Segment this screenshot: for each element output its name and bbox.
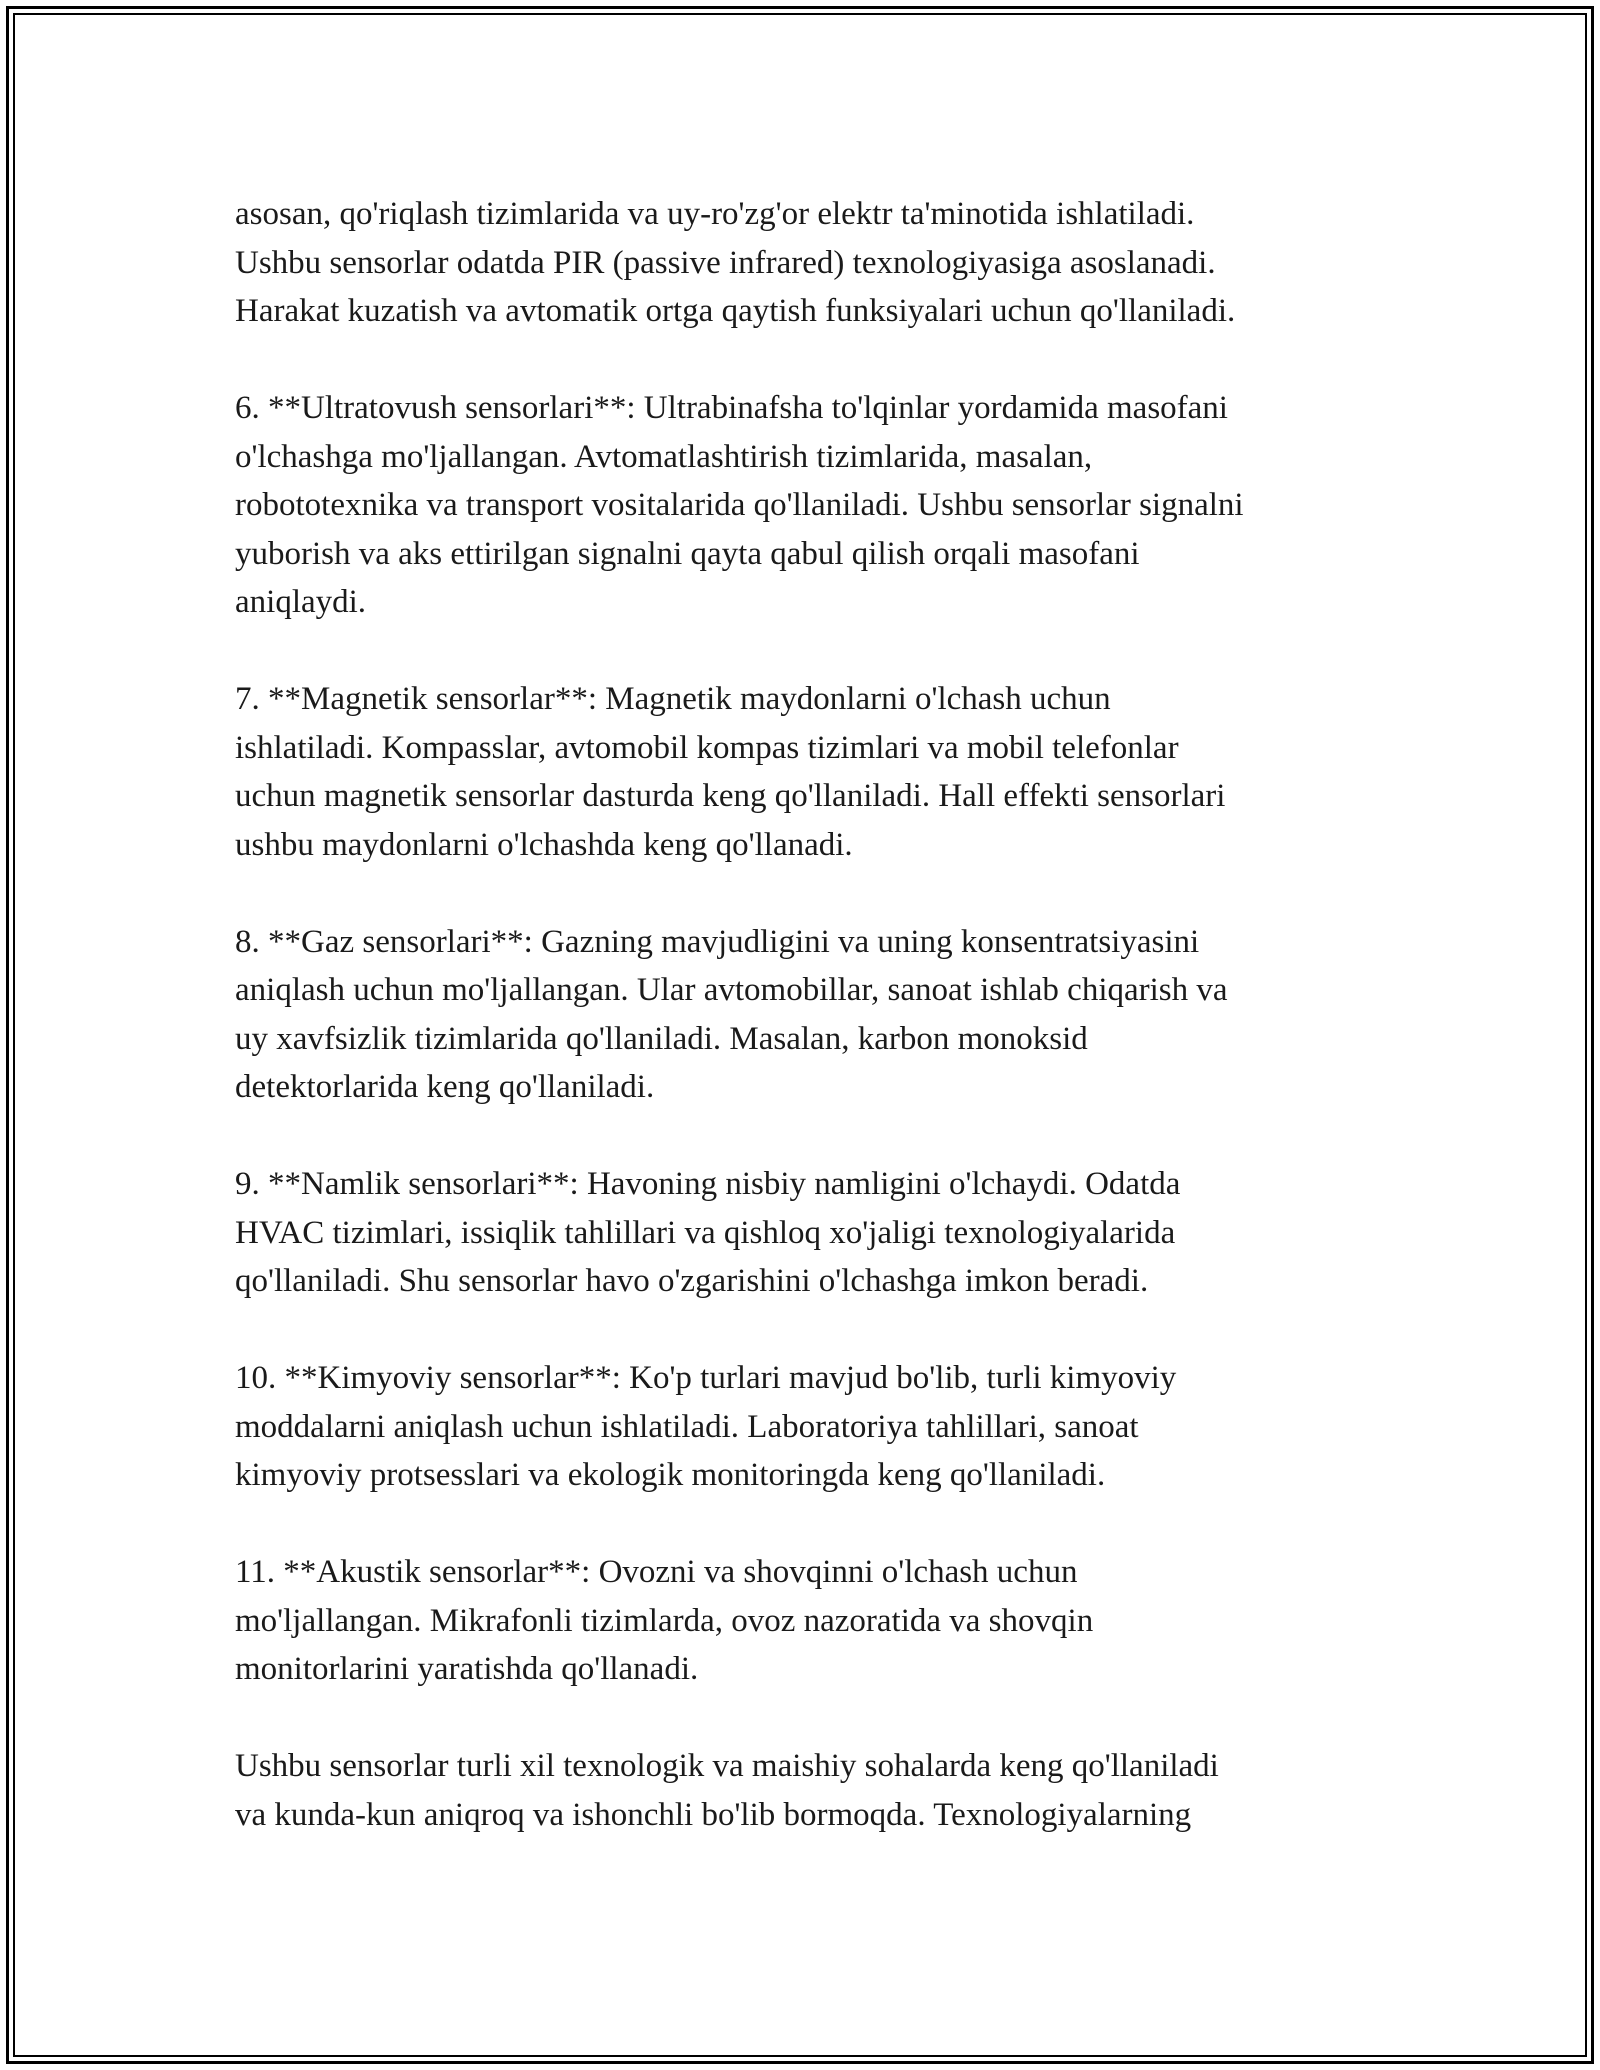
text-line: Harakat kuzatish va avtomatik ortga qaytish funksiyalari uchun qo'llaniladi.	[235, 293, 1236, 329]
text-line: uy xavfsizlik tizimlarida qo'llaniladi. Masalan, karbon monoksid	[235, 1020, 1088, 1057]
text-line: 10. **Kimyoviy sensorlar**: Ko'p turlari mavjud bo'lib, turli kimyoviy	[235, 1360, 1177, 1396]
text-line: uchun magnetik sensorlar dasturda keng qo'llaniladi. Hall effekti sensorlari	[235, 778, 1226, 814]
paragraph-magnetic-sensors	[235, 675, 1375, 869]
text-line: monitorlarini yaratishda qo'llanadi.	[235, 1651, 699, 1687]
text-line: moddalarni aniqlash uchun ishlatiladi. Laboratoriya tahlillari, sanoat	[235, 1408, 1139, 1445]
text-line: qo'llaniladi. Shu sensorlar havo o'zgarishini o'lchashga imkon beradi.	[235, 1263, 1149, 1299]
text-line: Ushbu sensorlar odatda PIR (passive infrared) texnologiyasiga asoslanadi.	[235, 244, 1216, 281]
document-body	[235, 190, 1375, 1888]
text-line: ushbu maydonlarni o'lchashda keng qo'llanadi.	[235, 826, 853, 863]
text-line: aniqlash uchun mo'ljallangan. Ular avtomobillar, sanoat ishlab chiqarish va	[235, 972, 1228, 1008]
text-line: asosan, qo'riqlash tizimlarida va uy-ro'zg'or elektr ta'minotida ishlatiladi.	[235, 196, 1195, 232]
paragraph-intro	[235, 190, 1375, 336]
text-line: ishlatiladi. Kompasslar, avtomobil kompas tizimlari va mobil telefonlar	[235, 729, 1179, 766]
paragraph-ultrasonic-sensors	[235, 384, 1375, 627]
text-line: robototexnika va transport vositalarida qo'llaniladi. Ushbu sensorlar signalni	[235, 487, 1244, 523]
text-line: 7. **Magnetik sensorlar**: Magnetik maydonlarni o'lchash uchun	[235, 681, 1111, 717]
paragraph-conclusion	[235, 1742, 1375, 1839]
paragraph-acoustic-sensors	[235, 1548, 1375, 1694]
text-line: Ushbu sensorlar turli xil texnologik va maishiy sohalarda keng qo'llaniladi	[235, 1748, 1219, 1784]
text-line: yuborish va aks ettirilgan signalni qayta qabul qilish orqali masofani	[235, 535, 1140, 572]
text-line: mo'ljallangan. Mikrafonli tizimlarda, ovoz nazoratida va shovqin	[235, 1602, 1094, 1639]
paragraph-humidity-sensors	[235, 1160, 1375, 1306]
text-line: 6. **Ultratovush sensorlari**: Ultrabinafsha to'lqinlar yordamida masofani	[235, 390, 1228, 426]
text-line: va kunda-kun aniqroq va ishonchli bo'lib bormoqda. Texnologiyalarning	[235, 1796, 1192, 1833]
text-line: kimyoviy protsesslari va ekologik monitoringda keng qo'llaniladi.	[235, 1457, 1106, 1493]
text-line: 9. **Namlik sensorlari**: Havoning nisbiy namligini o'lchaydi. Odatda	[235, 1166, 1181, 1202]
text-line: o'lchashga mo'ljallangan. Avtomatlashtirish tizimlarida, masalan,	[235, 438, 1093, 475]
text-line: aniqlaydi.	[235, 584, 367, 620]
text-line: HVAC tizimlari, issiqlik tahlillari va qishloq xo'jaligi texnologiyalarida	[235, 1214, 1176, 1251]
text-line: 11. **Akustik sensorlar**: Ovozni va shovqinni o'lchash uchun	[235, 1554, 1078, 1590]
text-line: 8. **Gaz sensorlari**: Gazning mavjudligini va uning konsentratsiyasini	[235, 923, 1200, 960]
paragraph-gas-sensors	[235, 918, 1375, 1112]
text-line: detektorlarida keng qo'llaniladi.	[235, 1069, 655, 1105]
paragraph-chemical-sensors	[235, 1354, 1375, 1500]
